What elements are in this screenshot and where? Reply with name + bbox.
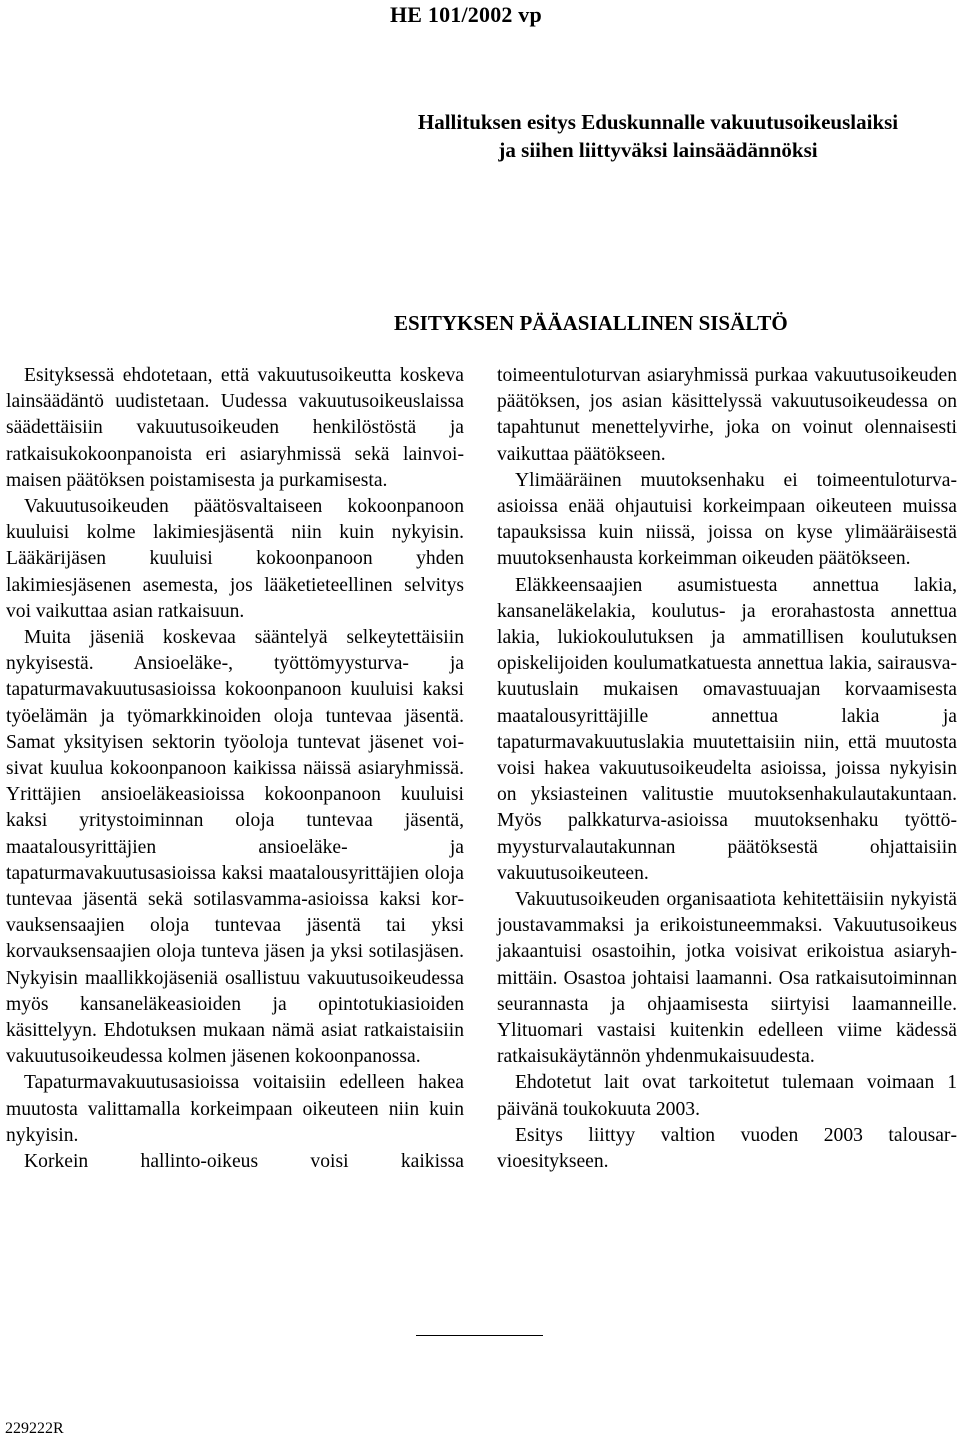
- paragraph: Esityksessä ehdotetaan, että vakuutusoikeutta koskeva lainsäädäntö uudistetaan. Uudessa vakuutusoikeuslaissa säädettäisiin vakuutusoikeuden henkilöstöstä ja ratkaisukokoonpanoista eri asiaryhmissä sekä lainvoimaisen päätöksen poistamisesta ja purkamisesta.: [6, 365, 464, 491]
- left-column: [6, 363, 464, 1175]
- paragraph-continuation: toimeentuloturvan asiaryhmissä purkaa vakuutusoikeuden päätöksen, jos asian käsittelyssä vakuutusoikeudessa on tapahtunut menettelyvirhe, joka on voinut olennaisesti vaikuttaa päätökseen.: [497, 365, 957, 465]
- paragraph: Vakuutusoikeuden organisaatiota kehitettäisiin nykyistä joustavammaksi ja erikoistuneemmaksi. Vakuutusoikeus jakaantuisi osastoihin, jotka voisivat erikoistua asiaryhmittäin. Osastoa johtaisi laamanni. Osa ratkaisutoiminnan seurannasta ja ohjaamisesta siirtyisi laamanneille. Ylituomari vastaisi kuitenkin edelleen viime kädessä ratkaisukäytännön yhdenmukaisuudesta.: [497, 889, 957, 1068]
- paragraph: Vakuutusoikeuden päätösvaltaiseen kokoonpanoon kuuluisi kolme lakimiesjäsentä niin kuin nykyisin. Lääkärijäsen kuuluisi kokoonpanoon yhden lakimiesjäsenen asemesta, jos lääketieteellinen selvitys voi vaikuttaa asian ratkaisuun.: [6, 496, 464, 622]
- paragraph: Ehdotetut lait ovat tarkoitetut tulemaan voimaan 1 päivänä toukokuuta 2003.: [497, 1072, 957, 1120]
- document-id: HE 101/2002 vp: [390, 2, 542, 27]
- right-column: [497, 363, 957, 1175]
- footer-code: 229222R: [5, 1420, 64, 1437]
- paragraph: Tapaturmavakuutusasioissa voitaisiin edelleen hakea muutosta valittamalla korkeimpaan oikeuteen niin kuin nykyisin.: [6, 1072, 464, 1146]
- document-title: [358, 108, 958, 164]
- paragraph: Muita jäseniä koskevaa sääntelyä selkeytettäisiin nykyisestä. Ansioeläke-, työttömyysturva- ja tapaturmavakuutusasioissa kokoonpanoon kuuluisi kaksi työelämän ja työmarkkinoiden oloja tuntevaa jäsentä. Samat yksityisen sektorin työoloja tuntevat jäsenet voisivat kuulua kokoonpanoon kaikissa näissä asiaryhmissä. Yrittäjien ansioeläkeasioissa kokoonpanoon kuuluisi kaksi yritystoiminnan oloja tuntevaa jäsentä, maatalousyrittäjien ansioeläke- ja tapaturmavakuutusasioissa kaksi maatalousyrittäjien oloja tuntevaa jäsentä sekä sotilasvamma-asioissa kaksi korvauksensaajien oloja tuntevaa jäsentä tai yksi korvauksensaajien oloja tunteva jäsen ja yksi sotilasjäsen. Nykyisin maallikkojäseniä osallistuu vakuutusoikeudessa myös kansaneläkeasioiden ja opintotukiasioiden käsittelyyn. Ehdotuksen mukaan nämä asiat ratkaistaisiin vakuutusoikeudessa kolmen jäsenen kokoonpanossa.: [6, 627, 464, 1068]
- title-line-1: Hallituksen esitys Eduskunnalle vakuutusoikeuslaiksi: [417, 110, 899, 134]
- paragraph: Ylimääräinen muutoksenhaku ei toimeentuloturva-asioissa enää ohjautuisi korkeimpaan oikeuteen muissa tapauksissa kuin niissä, joissa on kyse ylimääräisestä muutoksenhausta korkeimman oikeuden päätökseen.: [497, 469, 957, 570]
- end-divider: [416, 1335, 543, 1336]
- paragraph: Esitys liittyy valtion vuoden 2003 talousarvioesitykseen.: [497, 1124, 957, 1173]
- section-heading: ESITYKSEN PÄÄASIALLINEN SISÄLTÖ: [394, 311, 788, 335]
- title-line-2: ja siihen liittyväksi lainsäädännöksi: [498, 138, 818, 162]
- paragraph-continued: Korkein hallinto-oikeus voisi kaikissa: [24, 1151, 464, 1173]
- paragraph: Eläkkeensaajien asumistuesta annettua lakia, kansaneläkelakia, koulutus- ja erorahastosta annettua lakia, lukiokoulutuksen ja ammatillisen koulutuksen opiskelijoiden koulumatkatuesta annettua lakia, sairausvakuutuslain mukaisen omavastuuajan korvaamisesta maatalousyrittäjille annettua lakia ja tapaturmavakuutuslakia muutettaisiin niin, että muutosta voisi hakea vakuutusoikeudelta asioissa, joissa nykyisin on yksiasteinen valitustie muutoksenhakulautakuntaan. Myös palkkaturva-asioissa muutoksenhaku työttömyysturvalautakunnan päätöksestä ohjattaisiin vakuutusoikeuteen.: [497, 574, 957, 884]
